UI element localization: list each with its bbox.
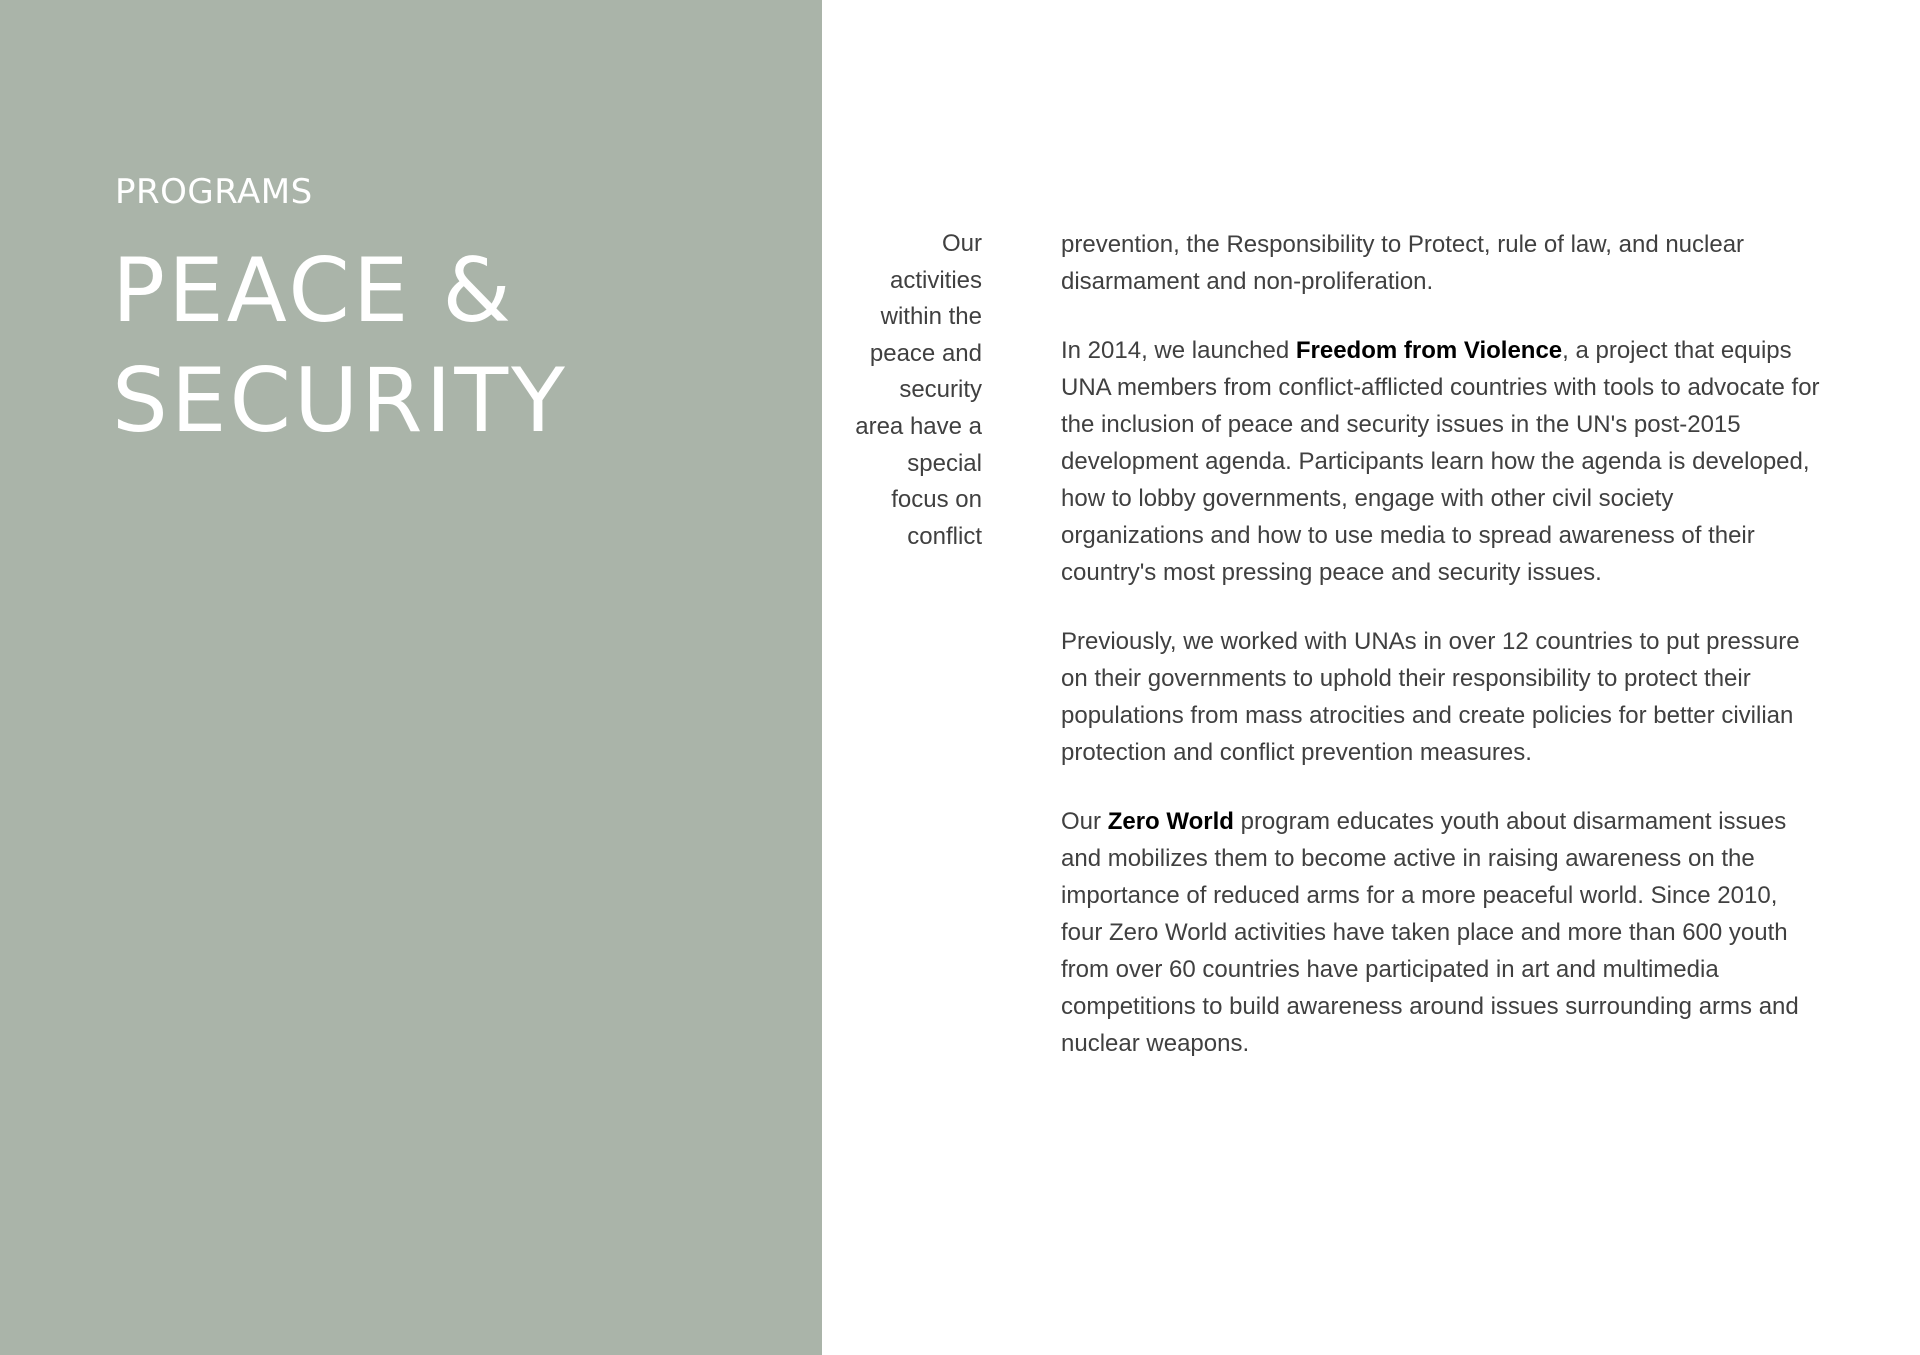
p4-rest: program educates youth about disarmament issues and mobilizes them to become active in raising awareness on the importance of reduced arms for a more peaceful world. Since 2010, four Zero World activities have taken place and more than 600 youth from over 60 countries have participated in art and multimedia competitions to build awareness around issues surrounding arms and nuclear weapons. (1061, 808, 1799, 1057)
page-title (112, 236, 568, 456)
intro-column (846, 226, 982, 555)
p2-rest: , a project that equips UNA members from conflict-afflicted countries with tools to advocate for the inclusion of peace and security issues in the UN's post-2015 development agenda. Participants learn how the agenda is developed, how to lobby governments, engage with other civil society organizations and how to use media to spread awareness of their country's most pressing peace and security issues. (1061, 337, 1820, 586)
freedom-from-violence-name: Freedom from Violence (1295, 337, 1563, 364)
intro-line: peace and (869, 339, 982, 367)
p4-lead: Our (1061, 808, 1108, 835)
section-kicker: PROGRAMS (115, 172, 313, 212)
paragraph-previous-work: Previously, we worked with UNAs in over 12 countries to put pressure on their governments to uphold their responsibility to protect their populations from mass atrocities and create policies for better civilian protection and conflict prevention measures. (1061, 628, 1800, 766)
intro-line: within the (880, 303, 982, 331)
page-title-line-1: PEACE & (112, 239, 514, 342)
intro-line: conflict (907, 522, 982, 550)
paragraph-freedom-from-violence (1061, 332, 1821, 591)
p2-lead: In 2014, we launched (1061, 337, 1296, 364)
intro-line: activities (889, 266, 982, 294)
intro-line: focus on (891, 486, 982, 514)
page-title-line-2: SECURITY (112, 349, 568, 452)
intro-line: Our (941, 230, 982, 257)
intro-line: area have a (855, 412, 982, 440)
zero-world-name: Zero World (1107, 808, 1234, 835)
paragraph-prevention: prevention, the Responsibility to Protect, rule of law, and nuclear disarmament and non-proliferation. (1061, 231, 1745, 295)
paragraph-zero-world (1061, 803, 1821, 1062)
intro-line: special (907, 449, 982, 477)
sidebar-panel (0, 0, 822, 1355)
intro-line: security (899, 376, 982, 404)
body-text (1061, 226, 1821, 1094)
